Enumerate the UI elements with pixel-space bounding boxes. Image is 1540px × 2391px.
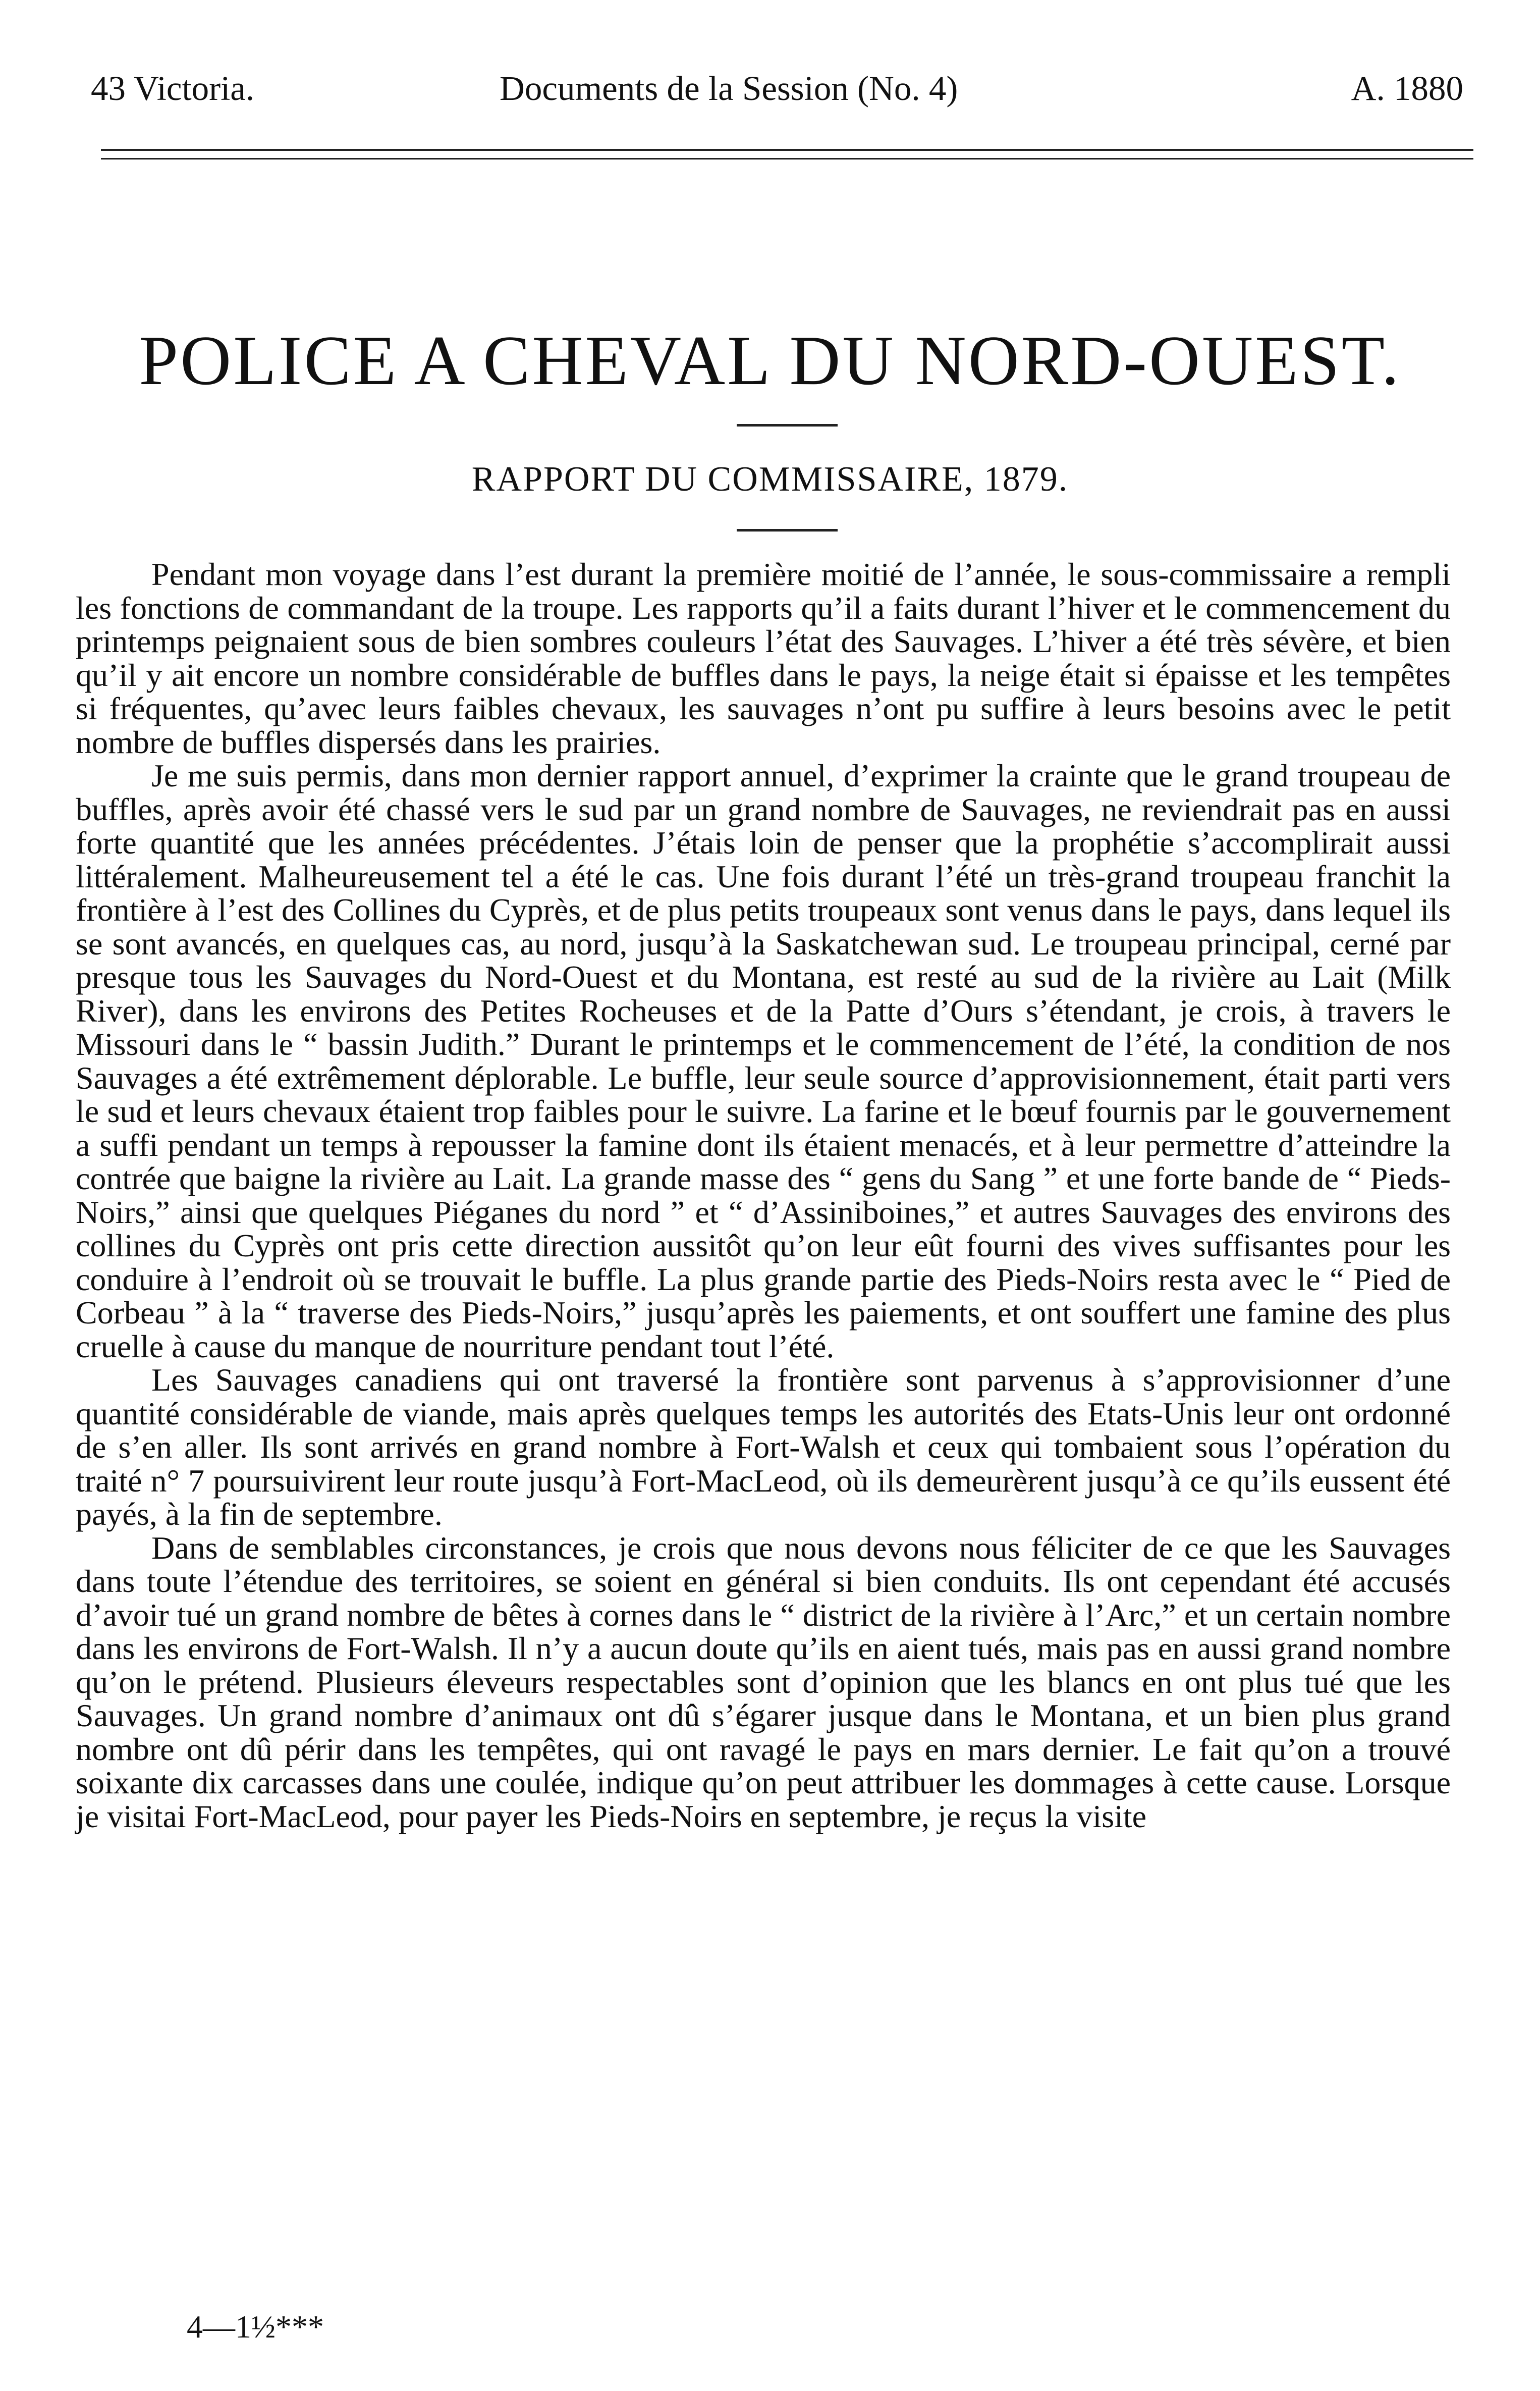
header-documents: Documents de la Session (No. 4): [500, 69, 958, 108]
report-subtitle: RAPPORT DU COMMISSAIRE, 1879.: [471, 460, 1069, 499]
page-title: POLICE A CHEVAL DU NORD-OUEST.: [139, 322, 1401, 400]
paragraph: Je me suis permis, dans mon dernier rapport annuel, d’exprimer la crainte que le grand troupeau de buffles, après avoir été chassé vers le sud par un grand nombre de Sauvages, ne reviendrait pas en aussi forte quantité que les années précédentes. J’étais loin de penser que la prophétie s’accomplirait aussi littéralement. Malheureusement tel a été le cas. Une fois durant l’été un très-grand troupeau franchit la frontière à l’est des Collines du Cyprès, et de plus petits troupeaux sont venus dans le pays, dans lequel ils se sont avancés, en quelques cas, au nord, jusqu’à la Saskatchewan sud. Le troupeau principal, cerné par presque tous les Sauvages du Nord-Ouest et du Montana, est resté au sud de la rivière au Lait (Milk River), dans les environs des Petites Rocheuses et de la Patte d’Ours s’étendant, je crois, à travers le Missouri dans le “ bassin Judith.” Durant le printemps et le commencement de l’été, la condition de nos Sauvages a été extrêmement déplorable. Le buffle, leur seule source d’approvisionnement, était parti vers le sud et leurs chevaux étaient trop faibles pour le suivre. La farine et le bœuf fournis par le gouvernement a suffi pendant un temps à repousser la famine dont ils étaient menacés, et à leur permettre d’atteindre la contrée que baigne la rivière au Lait. La grande masse des “ gens du Sang ” et une forte bande de “ Pieds-Noirs,” ainsi que quelques Piéganes du nord ” et “ d’Assiniboines,” et autres Sauvages des environs des collines du Cyprès ont pris cette direction aussitôt qu’on leur eût fourni des vives suffisantes pour les conduire à l’endroit où se trouvait le buffle. La plus grande partie des Pieds-Noirs resta avec le “ Pied de Corbeau ” à la “ traverse des Pieds-Noirs,” jusqu’après les paiements, et ont souffert une famine des plus cruelle à cause du manque de nourriture pendant tout l’été.: [76, 758, 1451, 1364]
report-body: [76, 558, 1451, 1833]
paragraph: Les Sauvages canadiens qui ont traversé la frontière sont parvenus à s’approvisionner d’une quantité considérable de viande, mais après quelques temps les autorités des Etats-Unis leur ont ordonné de s’en aller. Ils sont arrivés en grand nombre à Fort-Walsh et ceux qui tombaient sous l’opération du traité n° 7 poursuivirent leur route jusqu’à Fort-MacLeod, où ils demeurèrent jusqu’à ce qu’ils eussent été payés, à la fin de septembre.: [76, 1362, 1451, 1532]
running-header: [91, 66, 1463, 111]
paragraph: Dans de semblables circonstances, je crois que nous devons nous féliciter de ce que les Sauvages dans toute l’étendue des territoires, se soient en général si bien conduits. Ils ont cependant été accusés d’avoir tué un grand nombre de bêtes à cornes dans le “ district de la rivière à l’Arc,” et un certain nombre dans les environs de Fort-Walsh. Il n’y a aucun doute qu’ils en aient tués, mais pas en aussi grand nombre qu’on le prétend. Plusieurs éleveurs respectables sont d’opinion que les blancs en ont plus tué que les Sauvages. Un grand nombre d’animaux ont dû s’égarer jusque dans le Montana, et un bien plus grand nombre ont dû périr dans les tempêtes, qui ont ravagé le pays en mars dernier. Le fait qu’on a trouvé soixante dix carcasses dans une coulée, indique qu’on peut attribuer les dommages à cette cause. Lorsque je visitai Fort-MacLeod, pour payer les Pieds-Noirs en septembre, je reçus la visite: [76, 1529, 1451, 1834]
header-double-rule: [101, 149, 1473, 160]
paragraph: Pendant mon voyage dans l’est durant la première moitié de l’année, le sous-commissaire a rempli les fonctions de commandant de la troupe. Les rapports qu’il a faits durant l’hiver et le commencement du printemps peignaient sous de bien sombres couleurs l’état des Sauvages. L’hiver a été très sévère, et bien qu’il y ait encore un nombre considérable de buffles dans le pays, la neige était si épaisse et les tempêtes si fréquentes, qu’avec leurs faibles chevaux, les sauvages n’ont pu suffire à leurs besoins avec le petit nombre de buffles dispersés dans les prairies.: [76, 556, 1451, 760]
title-separator-rule: [737, 424, 838, 427]
subtitle-separator-rule: [737, 529, 838, 532]
printer-signature-mark: 4—1½***: [187, 2309, 324, 2345]
header-year: A. 1880: [1351, 69, 1463, 108]
header-volume: 43 Victoria.: [91, 69, 255, 108]
